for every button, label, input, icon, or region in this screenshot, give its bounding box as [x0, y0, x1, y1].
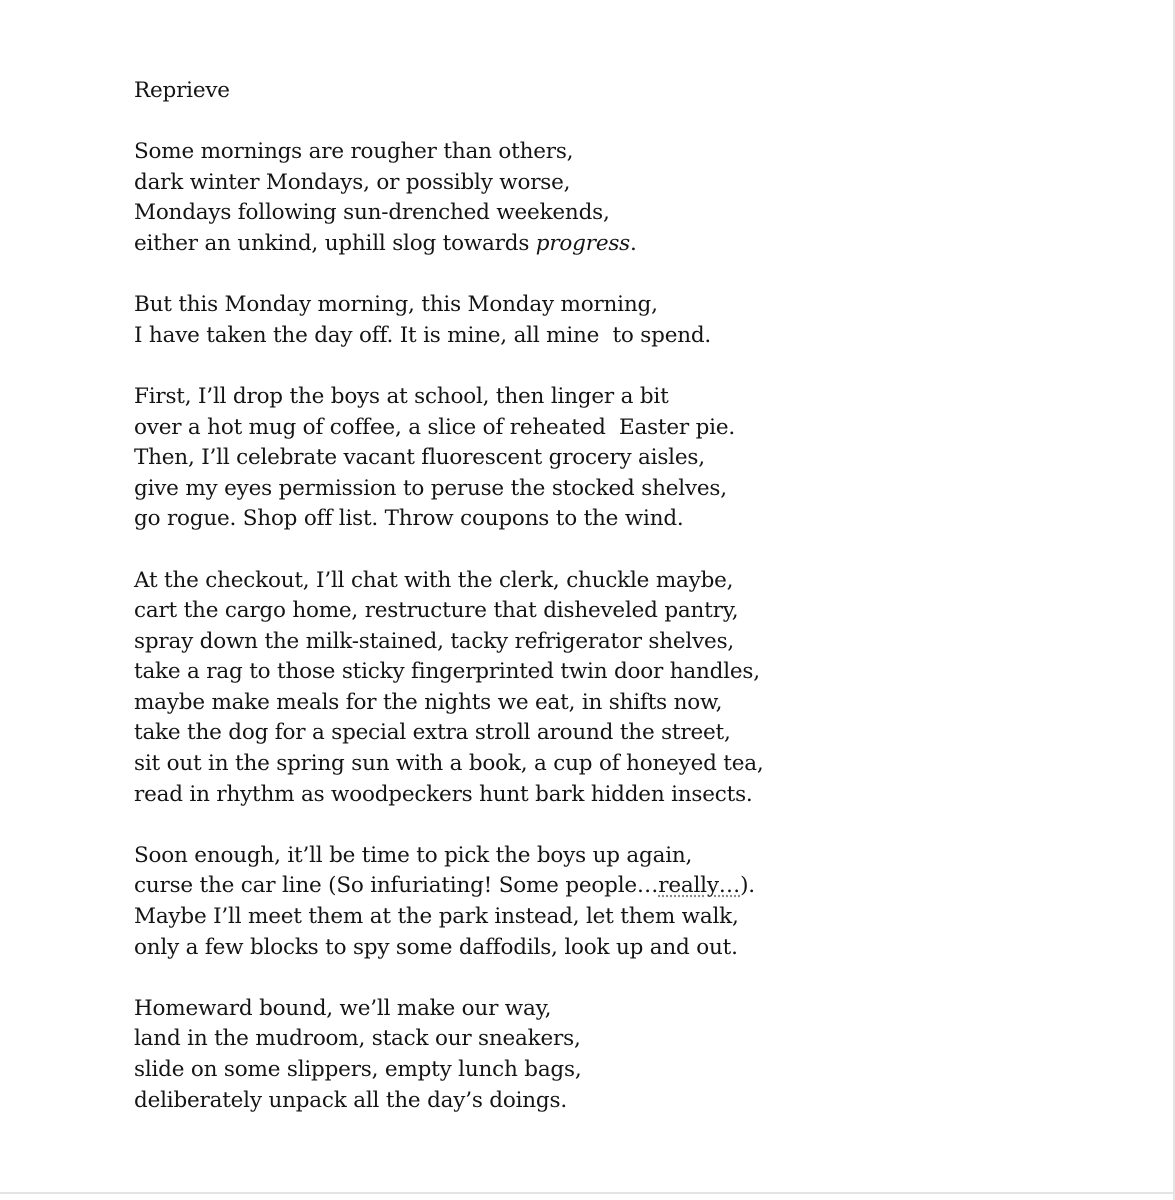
line-text: give my eyes permission to peruse the stocked shelves, [134, 475, 727, 501]
emphasized-word: progress [535, 230, 631, 256]
poem-line [134, 413, 764, 444]
spelling-flagged-word: really… [658, 873, 741, 899]
stanza [134, 566, 764, 811]
line-text: Mondays following sun-drenched weekends, [134, 200, 610, 226]
poem-line [134, 321, 764, 352]
poem-line [134, 688, 764, 719]
poem-line [134, 566, 764, 597]
stanza [134, 290, 764, 351]
line-text: Maybe I’ll meet them at the park instead, let them walk, [134, 904, 739, 930]
poem-line [134, 871, 764, 902]
line-text: read in rhythm as woodpeckers hunt bark hidden insects. [134, 781, 753, 807]
line-text: slide on some slippers, empty lunch bags, [134, 1057, 582, 1082]
stanza [134, 137, 764, 259]
poem-line [134, 780, 764, 811]
line-text: ). [740, 873, 755, 899]
line-text: At the checkout, I’ll chat with the clerk, chuckle maybe, [134, 567, 734, 593]
poem-line [134, 1055, 764, 1086]
poem-line [134, 198, 764, 229]
poem-body [134, 76, 764, 1116]
poem-line [134, 657, 764, 688]
poem-line [134, 1024, 764, 1055]
line-text: But this Monday morning, this Monday morning, [134, 292, 658, 318]
line-text: only a few blocks to spy some daffodils, look up and out. [134, 934, 738, 960]
poem-line [134, 994, 764, 1025]
poem-line [134, 443, 764, 474]
line-text: take a rag to those sticky fingerprinted twin door handles, [134, 659, 760, 685]
line-text: curse the car line (So infuriating! Some people… [134, 873, 659, 899]
poem-line [134, 841, 764, 872]
line-text: Some mornings are rougher than others, [134, 139, 574, 165]
poem-line [134, 504, 764, 535]
line-text: either an unkind, uphill slog towards [134, 230, 536, 256]
poem-line [134, 229, 764, 260]
poem-line [134, 933, 764, 964]
line-text: dark winter Mondays, or possibly worse, [134, 169, 571, 195]
line-text: I have taken the day off. It is mine, all mine to spend. [134, 322, 712, 348]
line-text: Then, I’ll celebrate vacant fluorescent grocery aisles, [134, 445, 705, 471]
line-text: over a hot mug of coffee, a slice of reheated Easter pie. [134, 414, 736, 440]
poem-line [134, 627, 764, 658]
line-text: sit out in the spring sun with a book, a cup of honeyed tea, [134, 751, 764, 777]
poem-line [134, 137, 764, 168]
poem-line [134, 382, 764, 413]
line-text: spray down the milk-stained, tacky refrigerator shelves, [134, 628, 735, 654]
line-text: cart the cargo home, restructure that disheveled pantry, [134, 598, 739, 624]
stanza [134, 382, 764, 535]
line-text: First, I’ll drop the boys at school, then linger a bit [134, 383, 669, 409]
line-text: land in the mudroom, stack our sneakers, [134, 1026, 581, 1052]
poem-line [134, 474, 764, 505]
line-text: take the dog for a special extra stroll around the street, [134, 720, 731, 746]
poem-line [134, 168, 764, 199]
poem-line [134, 290, 764, 321]
line-text: Homeward bound, we’ll make our way, [134, 995, 552, 1021]
poem-line [134, 596, 764, 627]
poem-line [134, 902, 764, 933]
line-text: maybe make meals for the nights we eat, in shifts now, [134, 689, 723, 715]
poem-title: Reprieve [134, 78, 230, 103]
poem-line [134, 1086, 764, 1117]
stanza [134, 994, 764, 1116]
page-divider [0, 1192, 1173, 1194]
line-text: . [630, 230, 637, 256]
poem-line [134, 718, 764, 749]
line-text: go rogue. Shop off list. Throw coupons to the wind. [134, 506, 684, 532]
stanza [134, 841, 764, 963]
line-text: deliberately unpack all the day’s doings. [134, 1087, 567, 1113]
stanza-list [134, 137, 764, 1116]
poem-line [134, 749, 764, 780]
line-text: Soon enough, it’ll be time to pick the boys up again, [134, 842, 693, 868]
